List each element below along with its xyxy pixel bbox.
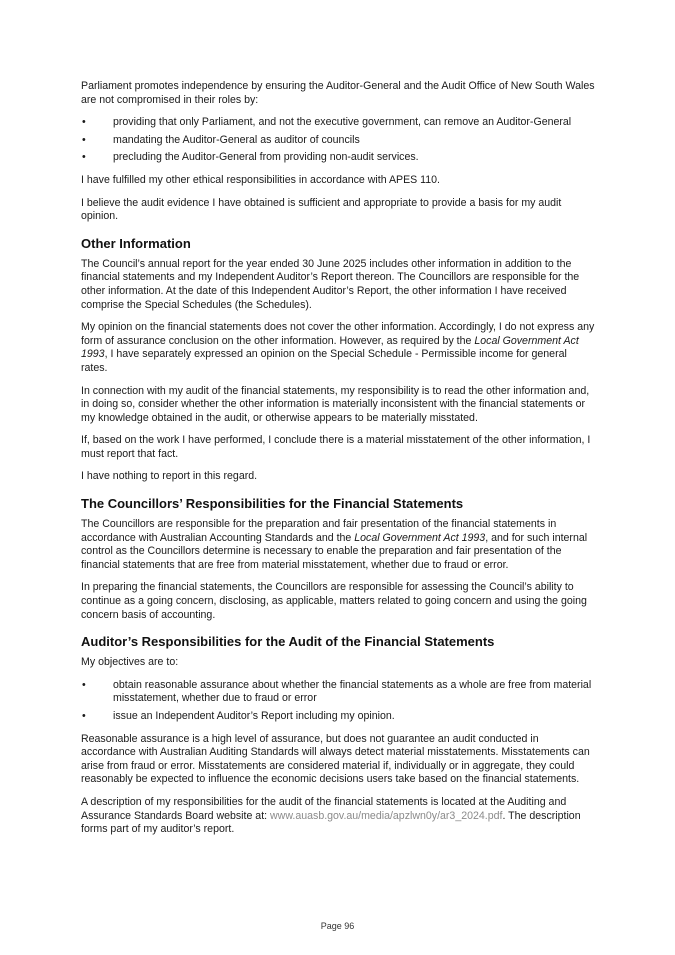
list-item: • obtain reasonable assurance about whether the financial statements as a whole are free from material misstatement, whether due to fraud or error <box>82 678 592 705</box>
ethics-paragraph: I have fulfilled my other ethical responsibilities in accordance with APES 110. <box>81 173 441 186</box>
paragraph: If, based on the work I have performed, I conclude there is a material misstatement of the other information, I must report that fact. <box>81 434 591 460</box>
page-number: Page 96 <box>320 921 355 931</box>
paragraph: In preparing the financial statements, the Councillors are responsible for assessing the Council’s ability to continue as a going concern, disclosing, as applicable, matters related to going concern and using the going concern basis of accounting. <box>81 581 587 621</box>
bullet-icon: • <box>82 116 86 129</box>
other-information-heading: Other Information <box>81 235 191 251</box>
paragraph: I have nothing to report in this regard. <box>81 470 258 483</box>
paragraph: In connection with my audit of the financial statements, my responsibility is to read the other information and, in doing so, consider whether the other information is materially inconsistent with the financial statements or my knowledge obtained in the audit, or otherwise appears to be materially misstated. <box>81 384 590 424</box>
auasb-link[interactable]: www.auasb.gov.au/media/apzlwn0y/ar3_2024.pdf <box>270 809 503 822</box>
bullet-icon: • <box>82 151 86 164</box>
paragraph: The Council’s annual report for the year ended 30 June 2025 includes other information in addition to the financial statements and my Independent Auditor’s Report thereon. The Councillors are responsible for the other information. At the date of this Independent Auditor’s Report, the other information I have received comprise the Special Schedules (the Schedules). <box>81 257 580 311</box>
independence-list <box>81 116 596 165</box>
list-item: • issue an Independent Auditor’s Report including my opinion. <box>82 710 395 722</box>
list-item: • mandating the Auditor-General as auditor of councils <box>82 133 360 146</box>
councillors-heading: The Councillors’ Responsibilities for the Financial Statements <box>81 496 464 512</box>
paragraph: My opinion on the financial statements does not cover the other information. Accordingly, I do not express any form of assurance conclusion on the other information. However, as required by the Local Government Act 1993, I have separately expressed an opinion on the Special Schedule - Permissible income for general rates. <box>81 321 595 374</box>
list-item: • providing that only Parliament, and not the executive government, can remove an Auditor-General <box>82 116 572 129</box>
auditor-heading: Auditor’s Responsibilities for the Audit of the Financial Statements <box>81 634 495 650</box>
paragraph: The Councillors are responsible for the preparation and fair presentation of the financial statements in accordance with Australian Accounting Standards and the Local Government Act 1993, and for such internal control as the Councillors determine is necessary to enable the preparation and fair presentation of the financial statements that are free from material misstatement, whether due to fraud or error. <box>81 518 588 571</box>
bullet-icon: • <box>82 710 86 722</box>
document-page <box>81 80 596 846</box>
objectives-list <box>81 679 596 724</box>
list-item: • precluding the Auditor-General from providing non-audit services. <box>82 151 419 164</box>
bullet-icon: • <box>82 133 86 146</box>
paragraph: My objectives are to: <box>81 656 179 669</box>
intro-paragraph: Parliament promotes independence by ensuring the Auditor-General and the Audit Office of New South Wales are not compromised in their roles by: <box>81 80 595 106</box>
evidence-paragraph: I believe the audit evidence I have obtained is sufficient and appropriate to provide a basis for my audit opinion. <box>81 196 562 223</box>
paragraph: A description of my responsibilities for the audit of the financial statements is located at the Auditing and Assurance Standards Board website at: www.auasb.gov.au/media/apzlwn0y/ar3_2024.pdf. The description forms part of my auditor’s report. <box>81 795 581 836</box>
bullet-icon: • <box>82 678 86 691</box>
paragraph: Reasonable assurance is a high level of assurance, but does not guarantee an audit conducted in accordance with Australian Auditing Standards will always detect material misstatements. Misstatements can arise from fraud or error. Misstatements are considered material if, individually or in aggregate, they could reasonably be expected to influence the economic decisions users take based on the financial statements. <box>81 732 590 786</box>
